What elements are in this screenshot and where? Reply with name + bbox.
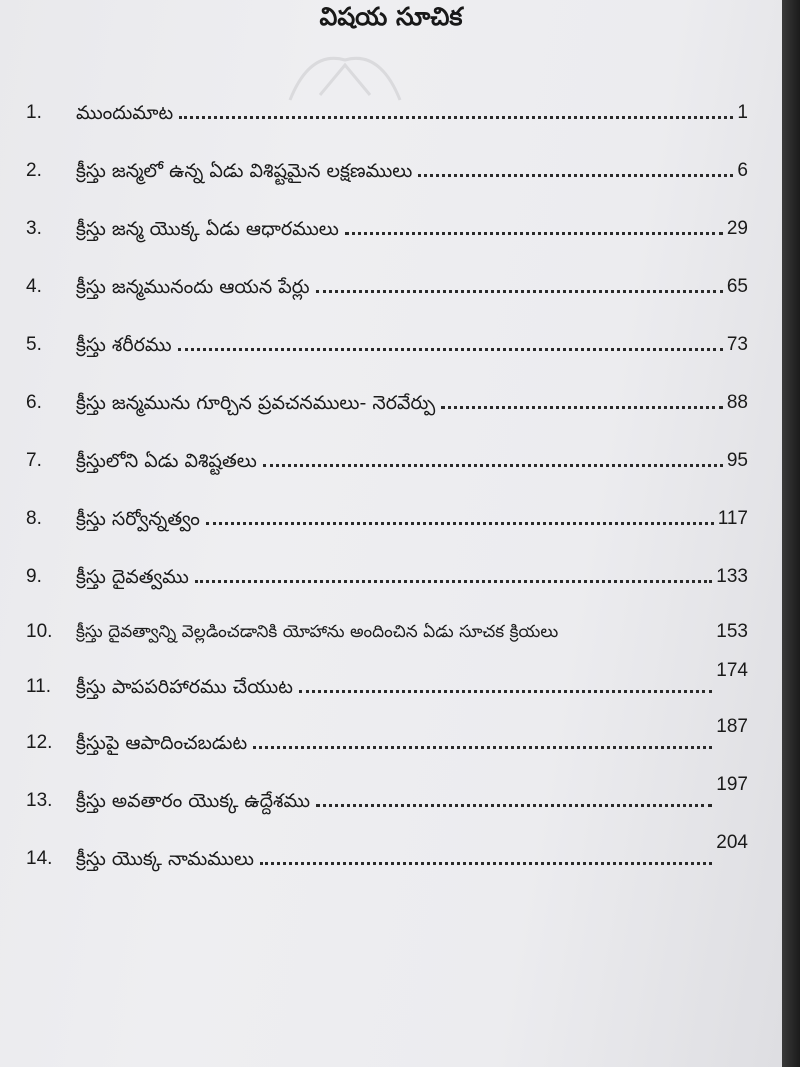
- entry-title: క్రీస్తు జన్మలో ఉన్న ఏడు విశిష్టమైన లక్షణములు: [76, 160, 413, 182]
- entry-title: క్రీస్తు జన్మ యొక్క ఏడు ఆధారములు: [76, 218, 339, 240]
- entry-number: 2.: [26, 160, 42, 181]
- dot-leader: [179, 116, 733, 119]
- toc-entry: [26, 774, 748, 814]
- entry-number: 9.: [26, 566, 42, 587]
- dot-leader: [345, 232, 723, 235]
- entry-page-number: 204: [716, 832, 748, 853]
- entry-title: క్రీస్తు సర్వోన్నత్వం: [76, 508, 200, 530]
- toc-entry: [26, 380, 748, 416]
- entry-title: క్రీస్తు దైవత్వము: [76, 566, 189, 588]
- toc-entry: [26, 264, 748, 300]
- entry-title: క్రీస్తు శరీరము: [76, 334, 172, 356]
- toc-entry: [26, 660, 748, 700]
- entry-title: క్రీస్తు యొక్క నామములు: [76, 848, 254, 870]
- entry-title: ముందుమాట: [76, 102, 174, 124]
- dot-leader: [418, 174, 733, 177]
- toc-entry: [26, 206, 748, 242]
- dot-leader: [253, 746, 712, 749]
- entry-page-number: 6: [737, 160, 748, 181]
- dot-leader: [206, 522, 714, 525]
- page-title: విషయ సూచిక: [319, 2, 463, 31]
- entry-title: క్రీస్తు అవతారం యొక్క ఉద్దేశము: [76, 790, 311, 812]
- dot-leader: [178, 348, 723, 351]
- entry-number: 3.: [26, 218, 42, 239]
- entry-number: 12.: [26, 732, 53, 753]
- book-edge-shadow: [782, 0, 800, 1067]
- toc-entry: [26, 322, 748, 358]
- dot-leader: [260, 862, 712, 865]
- entry-page-number: 197: [716, 774, 748, 795]
- entry-number: 13.: [26, 790, 53, 811]
- entry-number: 7.: [26, 450, 42, 471]
- entry-page-number: 133: [716, 566, 748, 587]
- toc-entry: [26, 90, 748, 126]
- dot-leader: [263, 464, 723, 467]
- toc-entry: [26, 148, 748, 184]
- entry-number: 8.: [26, 508, 42, 529]
- entry-title: క్రీస్తు జన్మమునందు ఆయన పేర్లు: [76, 276, 310, 298]
- entry-title: క్రీస్తు జన్మమును గూర్చిన ప్రవచనములు- నెరవేర్పు: [76, 392, 436, 414]
- entry-title: క్రీస్తు పాపపరిహారము చేయుట: [76, 676, 293, 698]
- entry-number: 11.: [26, 676, 52, 697]
- entry-page-number: 65: [726, 276, 748, 297]
- toc-entry: [26, 438, 748, 474]
- entry-page-number: 1: [737, 102, 748, 123]
- entry-number: 1.: [26, 102, 42, 123]
- toc-entry: [26, 496, 748, 532]
- entry-page-number: 95: [726, 450, 748, 471]
- entry-title: క్రీస్తులోని ఏడు విశిష్టతలు: [76, 450, 257, 472]
- dot-leader: [195, 580, 712, 583]
- entry-page-number: 117: [717, 508, 748, 529]
- entry-number: 5.: [26, 334, 42, 355]
- entry-page-number: 174: [716, 660, 748, 681]
- dot-leader: [316, 804, 712, 807]
- entry-title: క్రీస్తుపై ఆపాదించబడుట: [76, 732, 248, 754]
- entry-page-number: 29: [726, 218, 748, 239]
- entry-page-number: 88: [726, 392, 748, 413]
- entry-page-number: 153: [716, 621, 748, 642]
- entry-number: 6.: [26, 392, 42, 413]
- entry-number: 4.: [26, 276, 42, 297]
- toc-entry: [26, 554, 748, 590]
- toc-entry: [26, 716, 748, 756]
- entry-page-number: 73: [726, 334, 748, 355]
- entry-page-number: 187: [716, 716, 748, 737]
- toc-entry: [26, 609, 748, 645]
- toc-entry: [26, 832, 748, 872]
- dot-leader: [316, 290, 723, 293]
- entry-number: 14.: [26, 848, 53, 869]
- entry-number: 10.: [26, 621, 53, 642]
- dot-leader: [441, 406, 723, 409]
- dot-leader: [299, 690, 712, 693]
- entry-title: క్రీస్తు దైవత్వాన్ని వెల్లడించడానికి యోహాను అందించిన ఏడు సూచక క్రియలు: [76, 622, 559, 642]
